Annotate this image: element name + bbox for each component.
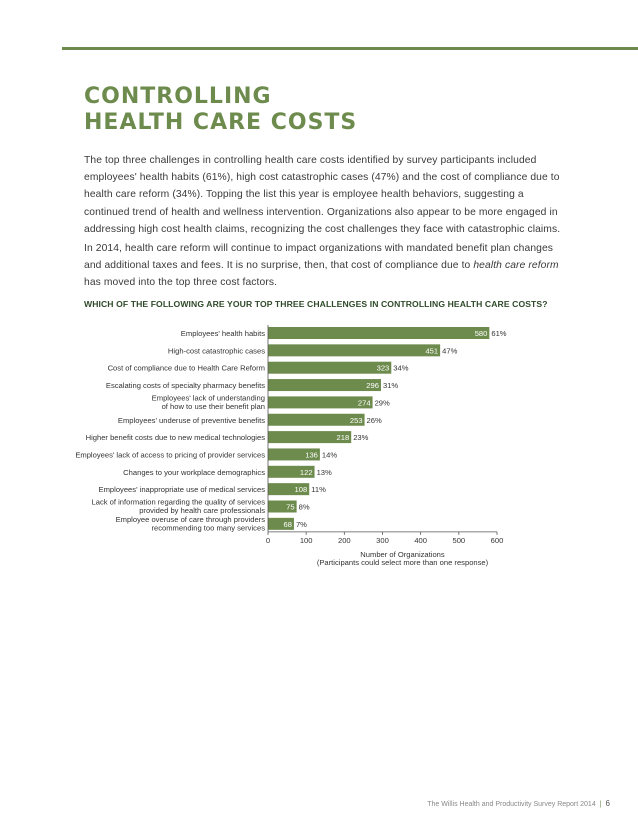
x-axis-note: (Participants could select more than one response)	[316, 557, 489, 567]
footer-separator: |	[599, 801, 602, 808]
second-paragraph	[84, 240, 562, 292]
category-label: of how to use their benefit plan	[161, 401, 265, 411]
x-tick-label: 200	[337, 535, 351, 545]
second-paragraph-emphasis: health care reform	[473, 260, 559, 272]
bar-value-label: 580	[474, 329, 488, 338]
footer-report-title: The Willis Health and Productivity Survey Report 2014	[427, 801, 596, 808]
x-tick-label: 300	[376, 535, 389, 545]
category-label: Employees' inappropriate use of medical services	[98, 485, 265, 495]
x-tick-label: 0	[265, 535, 271, 545]
page-footer	[427, 799, 610, 808]
bar-percent-label: 7%	[295, 519, 307, 529]
category-label: Lack of information regarding the quality of services	[91, 497, 265, 507]
bar-percent-label: 14%	[321, 450, 338, 460]
challenges-bar-chart	[0, 318, 638, 590]
page-number: 6	[605, 799, 610, 808]
bar-value-label: 323	[376, 363, 390, 373]
bar	[268, 327, 489, 339]
page-title	[84, 84, 357, 136]
category-label: High-cost catastrophic cases	[167, 346, 265, 356]
bar-value-label: 75	[286, 502, 295, 512]
bar-value-label: 108	[294, 485, 308, 495]
x-axis-title: Number of Organizations	[360, 549, 445, 559]
x-tick-label: 600	[490, 535, 504, 545]
category-label: Changes to your workplace demographics	[123, 467, 265, 477]
x-tick-label: 100	[299, 535, 313, 545]
second-paragraph-text: In 2014, health care reform will continue to impact organizations with mandated benefit plan changes and additional taxes and fees. It is no surprise, then, that cost of compliance due to	[84, 243, 554, 272]
bar	[268, 396, 373, 408]
bar-percent-label: 47%	[442, 346, 458, 356]
bar-percent-label: 31%	[382, 381, 399, 391]
bar-value-label: 296	[366, 381, 379, 391]
category-label: Employees' lack of access to pricing of provider services	[75, 450, 265, 460]
second-paragraph-end: has moved into the top three cost factors.	[84, 277, 278, 289]
bar-percent-label: 34%	[393, 363, 409, 373]
bar-value-label: 218	[336, 433, 350, 443]
bar-percent-label: 13%	[316, 467, 332, 477]
category-label: Escalating costs of specialty pharmacy benefits	[105, 381, 265, 391]
bar-percent-label: 26%	[366, 415, 382, 425]
bar-value-label: 253	[349, 415, 363, 425]
category-label: Employees' lack of understanding	[151, 393, 265, 403]
bar-percent-label: 11%	[311, 485, 326, 495]
bar-percent-label: 61%	[491, 329, 507, 338]
title-line-1: CONTROLLING	[84, 84, 272, 109]
intro-paragraph: The top three challenges in controlling health care costs identified by survey participants included employees' health habits (61%), high cost catastrophic cases (47%) and the cost of compliance due to health care reform (34%). Topping the list this year is employee health behaviors, suggesting a continued trend of health and wellness intervention. Organizations also appear to be more engaged in addressing high cost health claims, recognizing the cost challenges they face with catastrophic claims.	[84, 155, 561, 235]
title-line-2: HEALTH CARE COSTS	[84, 110, 358, 135]
bar-value-label: 274	[357, 398, 371, 408]
bar-percent-label: 23%	[353, 433, 369, 443]
bar-percent-label: 29%	[374, 398, 390, 408]
chart-question: WHICH OF THE FOLLOWING ARE YOUR TOP THREE CHALLENGES IN CONTROLLING HEALTH CARE COSTS?	[84, 299, 548, 309]
category-label: Employee overuse of care through providers	[115, 514, 265, 524]
bar-value-label: 451	[425, 346, 439, 356]
category-label: Cost of compliance due to Health Care Reform	[107, 363, 265, 373]
bar	[268, 362, 391, 374]
category-label: provided by health care professionals	[139, 506, 265, 515]
x-tick-label: 400	[414, 535, 428, 545]
bar-value-label: 122	[299, 467, 313, 477]
category-label: Higher benefit costs due to new medical technologies	[85, 433, 265, 443]
bar	[268, 379, 381, 391]
bar-value-label: 68	[283, 519, 292, 529]
top-rule	[62, 47, 638, 50]
category-label: recommending too many services	[151, 523, 265, 533]
bar-value-label: 136	[305, 450, 318, 460]
x-tick-label: 500	[452, 535, 466, 545]
bar	[268, 344, 440, 356]
bar-percent-label: 8%	[298, 502, 310, 512]
category-label: Employees' health habits	[180, 329, 265, 338]
category-label: Employees' underuse of preventive benefits	[117, 415, 265, 425]
